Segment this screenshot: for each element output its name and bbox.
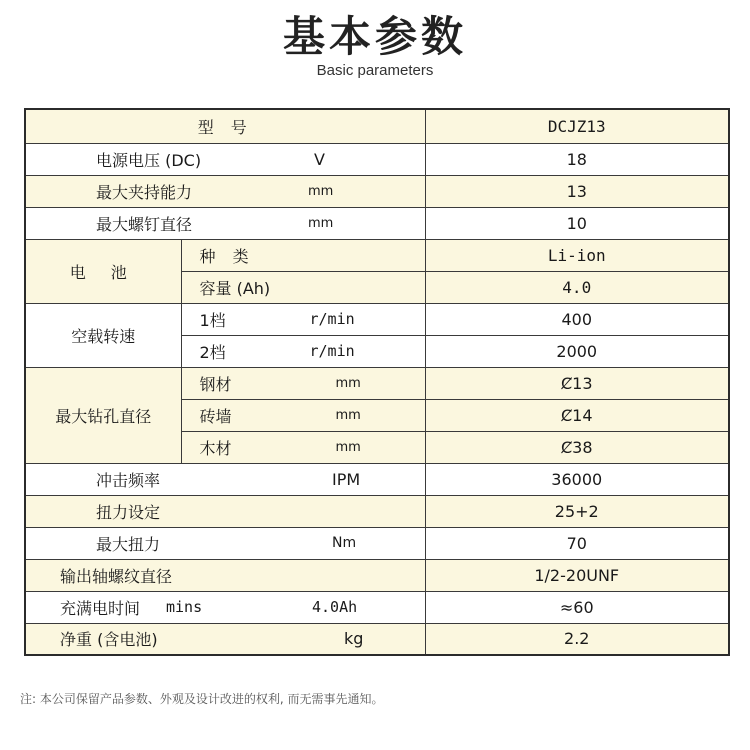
gear1-value: 400 bbox=[425, 303, 729, 335]
thread-label: 输出轴螺纹直径 bbox=[60, 566, 173, 586]
wood-unit: mm bbox=[335, 439, 361, 455]
model-label: 型 号 bbox=[25, 109, 425, 143]
clamp-unit: mm bbox=[308, 183, 334, 199]
table-row bbox=[25, 175, 729, 207]
table-row bbox=[25, 109, 729, 143]
table-row bbox=[25, 463, 729, 495]
impact-unit: IPM bbox=[332, 469, 361, 489]
table-row bbox=[25, 623, 729, 655]
brick-unit: mm bbox=[335, 407, 361, 423]
thread-value: 1/2-20UNF bbox=[425, 559, 729, 591]
voltage-value: 18 bbox=[425, 143, 729, 175]
table-row bbox=[25, 527, 729, 559]
max-torque-label: 最大扭力 bbox=[96, 534, 161, 554]
table-row bbox=[25, 239, 729, 271]
page-subtitle: Basic parameters bbox=[316, 62, 434, 79]
speed-label: 空载转速 bbox=[25, 303, 181, 367]
charge-unit: mins bbox=[166, 598, 203, 616]
battery-type-value: Li-ion bbox=[425, 239, 729, 271]
weight-unit: kg bbox=[344, 629, 364, 649]
battery-label: 电 池 bbox=[25, 239, 181, 303]
weight-value: 2.2 bbox=[425, 623, 729, 655]
gear1-unit: r/min bbox=[309, 310, 355, 328]
drill-label: 最大钻孔直径 bbox=[25, 367, 181, 463]
charge-value: ≈60 bbox=[425, 591, 729, 623]
wood-value: Ȼ38 bbox=[425, 431, 729, 463]
gear2-unit: r/min bbox=[309, 342, 355, 360]
impact-value: 36000 bbox=[425, 463, 729, 495]
max-torque-unit: Nm bbox=[332, 535, 357, 551]
table-row bbox=[25, 207, 729, 239]
screw-unit: mm bbox=[308, 215, 334, 231]
page-title: 基本参数 bbox=[282, 12, 467, 61]
brick-label: 砖墙 bbox=[199, 406, 232, 426]
model-value: DCJZ13 bbox=[425, 109, 729, 143]
wood-label: 木材 bbox=[199, 438, 232, 458]
clamp-value: 13 bbox=[425, 175, 729, 207]
steel-label: 钢材 bbox=[199, 374, 232, 394]
table-row bbox=[25, 495, 729, 527]
battery-type-label: 种 类 bbox=[199, 246, 255, 266]
battery-cap-value: 4.0 bbox=[425, 271, 729, 303]
screw-value: 10 bbox=[425, 207, 729, 239]
spec-table bbox=[24, 108, 730, 656]
steel-unit: mm bbox=[335, 375, 361, 391]
clamp-label: 最大夹持能力 bbox=[96, 182, 193, 202]
battery-cap-label: 容量 (Ah) bbox=[199, 278, 271, 298]
torque-set-label: 扭力设定 bbox=[96, 502, 161, 522]
table-row bbox=[25, 591, 729, 623]
impact-label: 冲击频率 bbox=[96, 470, 161, 490]
voltage-unit: V bbox=[314, 149, 325, 169]
table-row bbox=[25, 303, 729, 335]
charge-label: 充满电时间 bbox=[60, 598, 141, 618]
voltage-label: 电源电压 (DC) bbox=[96, 150, 202, 170]
table-row bbox=[25, 143, 729, 175]
gear1-label: 1档 bbox=[199, 310, 226, 330]
table-row bbox=[25, 367, 729, 399]
brick-value: Ȼ14 bbox=[425, 399, 729, 431]
table-row bbox=[25, 559, 729, 591]
charge-battery: 4.0Ah bbox=[312, 598, 358, 616]
gear2-label: 2档 bbox=[199, 342, 226, 362]
max-torque-value: 70 bbox=[425, 527, 729, 559]
steel-value: Ȼ13 bbox=[425, 367, 729, 399]
weight-label: 净重 (含电池) bbox=[60, 630, 158, 650]
screw-label: 最大螺钉直径 bbox=[96, 214, 193, 234]
footnote: 注: 本公司保留产品参数、外观及设计改进的权利, 而无需事先通知。 bbox=[20, 692, 384, 706]
gear2-value: 2000 bbox=[425, 335, 729, 367]
torque-set-value: 25+2 bbox=[425, 495, 729, 527]
